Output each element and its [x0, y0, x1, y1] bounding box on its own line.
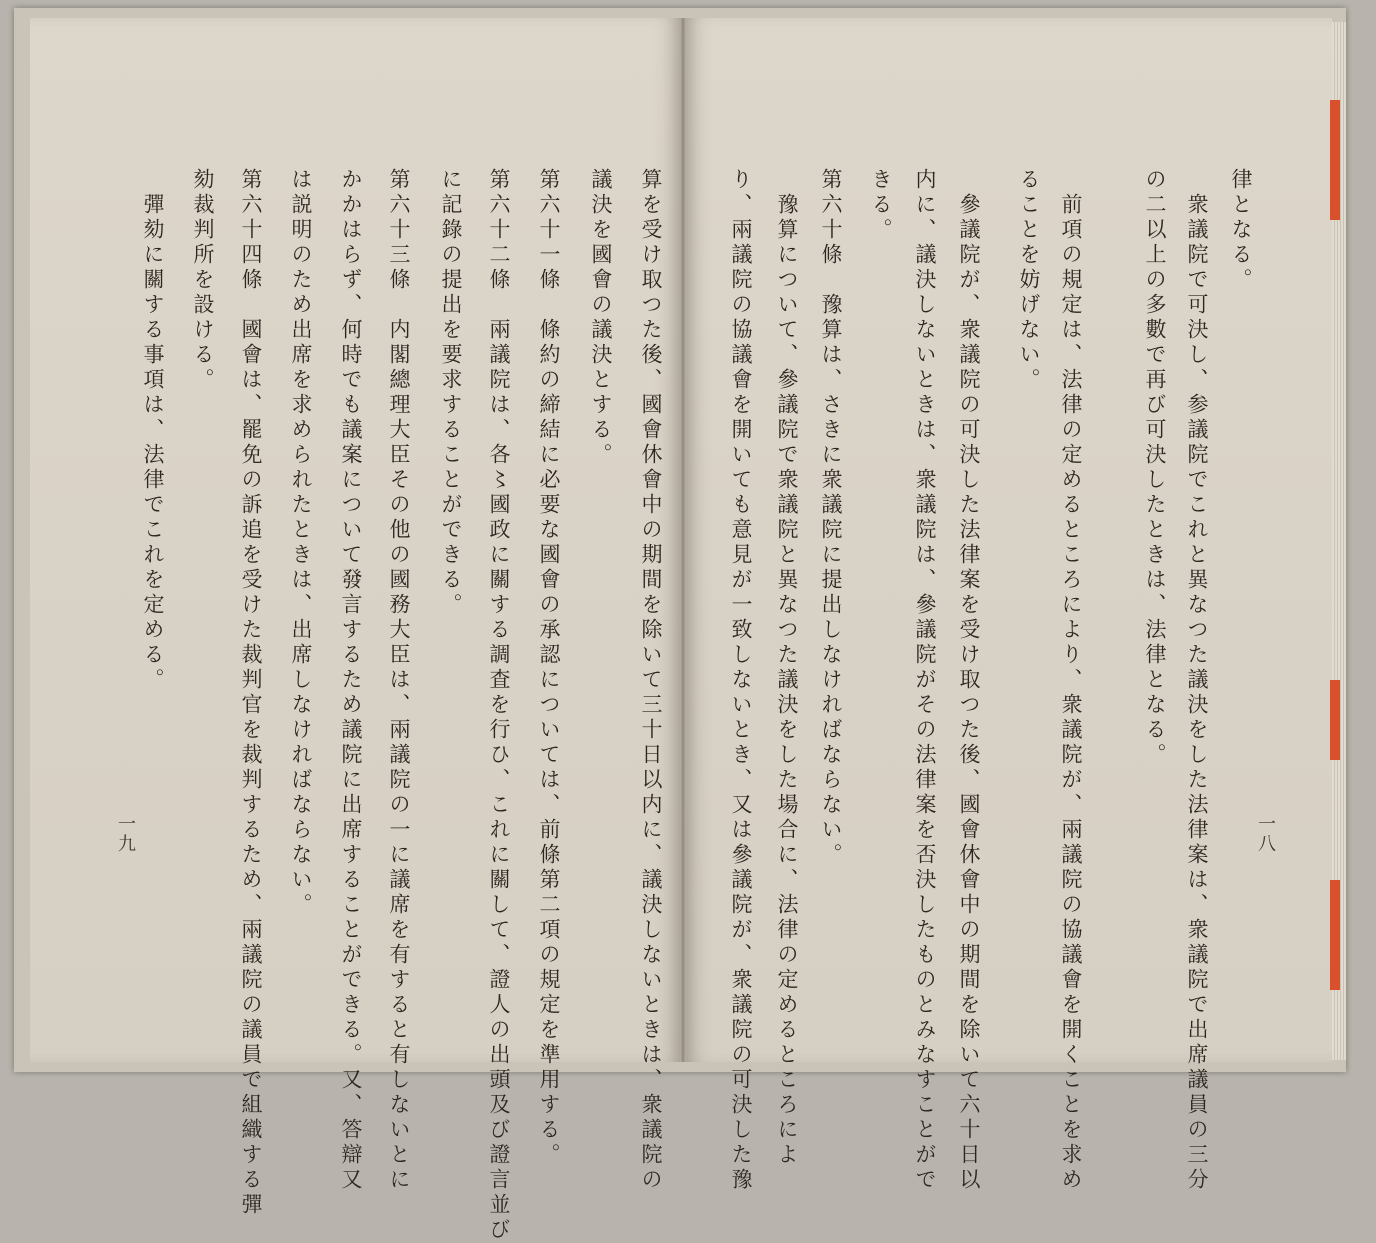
- left-page-line: 劾裁判所を設ける。: [191, 168, 215, 393]
- right-page-line: 參議院が、衆議院の可決した法律案を受け取つた後、國會休會中の期間を除いて六十日以: [957, 168, 981, 1193]
- page-number-left: 一九: [115, 814, 136, 854]
- left-page-line: かかはらず、何時でも議案について發言するため議院に出席することができる。又、答辯又: [339, 168, 363, 1193]
- left-page-line: 彈劾に關する事項は、法律でこれを定める。: [141, 168, 165, 693]
- right-page-line: 律となる。: [1229, 168, 1253, 293]
- page-number-right: 一八: [1255, 814, 1276, 854]
- right-page-line: り、兩議院の協議會を開いても意見が一致しないとき、又は參議院が、衆議院の可決した豫: [729, 168, 753, 1193]
- right-page-line: 豫算について、參議院で衆議院と異なつた議決をした場合に、法律の定めるところによ: [775, 168, 799, 1168]
- right-page-line: ることを妨げない。: [1017, 168, 1041, 393]
- right-page-line: きる。: [869, 168, 893, 243]
- right-page-line: の二以上の多數で再び可決したときは、法律となる。: [1143, 168, 1167, 768]
- book-gutter: [680, 18, 686, 1062]
- article-63-heading: 第六十三條 内閣總理大臣その他の國務大臣は、兩議院の一に議席を有すると有しないとに: [387, 168, 411, 1193]
- article-64-heading: 第六十四條 國會は、罷免の訴追を受けた裁判官を裁判するため、兩議院の議員で組織する彈: [239, 168, 263, 1218]
- article-60-heading: 第六十條 豫算は、さきに衆議院に提出しなければならない。: [819, 168, 843, 868]
- red-margin-mark: [1330, 680, 1340, 760]
- red-margin-mark: [1330, 100, 1340, 220]
- red-margin-mark: [1330, 880, 1340, 990]
- left-page-line: 議決を國會の議決とする。: [589, 168, 613, 468]
- right-page-line: 内に、議決しないときは、衆議院は、參議院がその法律案を否決したものとみなすことがで: [913, 168, 937, 1193]
- left-page-line: に記錄の提出を要求することができる。: [439, 168, 463, 618]
- left-page-line: 算を受け取つた後、國會休會中の期間を除いて三十日以内に、議決しないときは、衆議院の: [639, 168, 663, 1193]
- article-61-heading: 第六十一條 條約の締結に必要な國會の承認については、前條第二項の規定を準用する。: [537, 168, 561, 1168]
- left-page-line: は説明のため出席を求められたときは、出席しなければならない。: [289, 168, 313, 918]
- right-page-line: 衆議院で可決し、参議院でこれと異なつた議決をした法律案は、衆議院で出席議員の三分: [1185, 168, 1209, 1193]
- article-62-heading: 第六十二條 兩議院は、各〻國政に關する調査を行ひ、これに關して、證人の出頭及び證言並び: [487, 168, 511, 1243]
- right-page-line: 前項の規定は、法律の定めるところにより、衆議院が、兩議院の協議會を開くことを求め: [1059, 168, 1083, 1193]
